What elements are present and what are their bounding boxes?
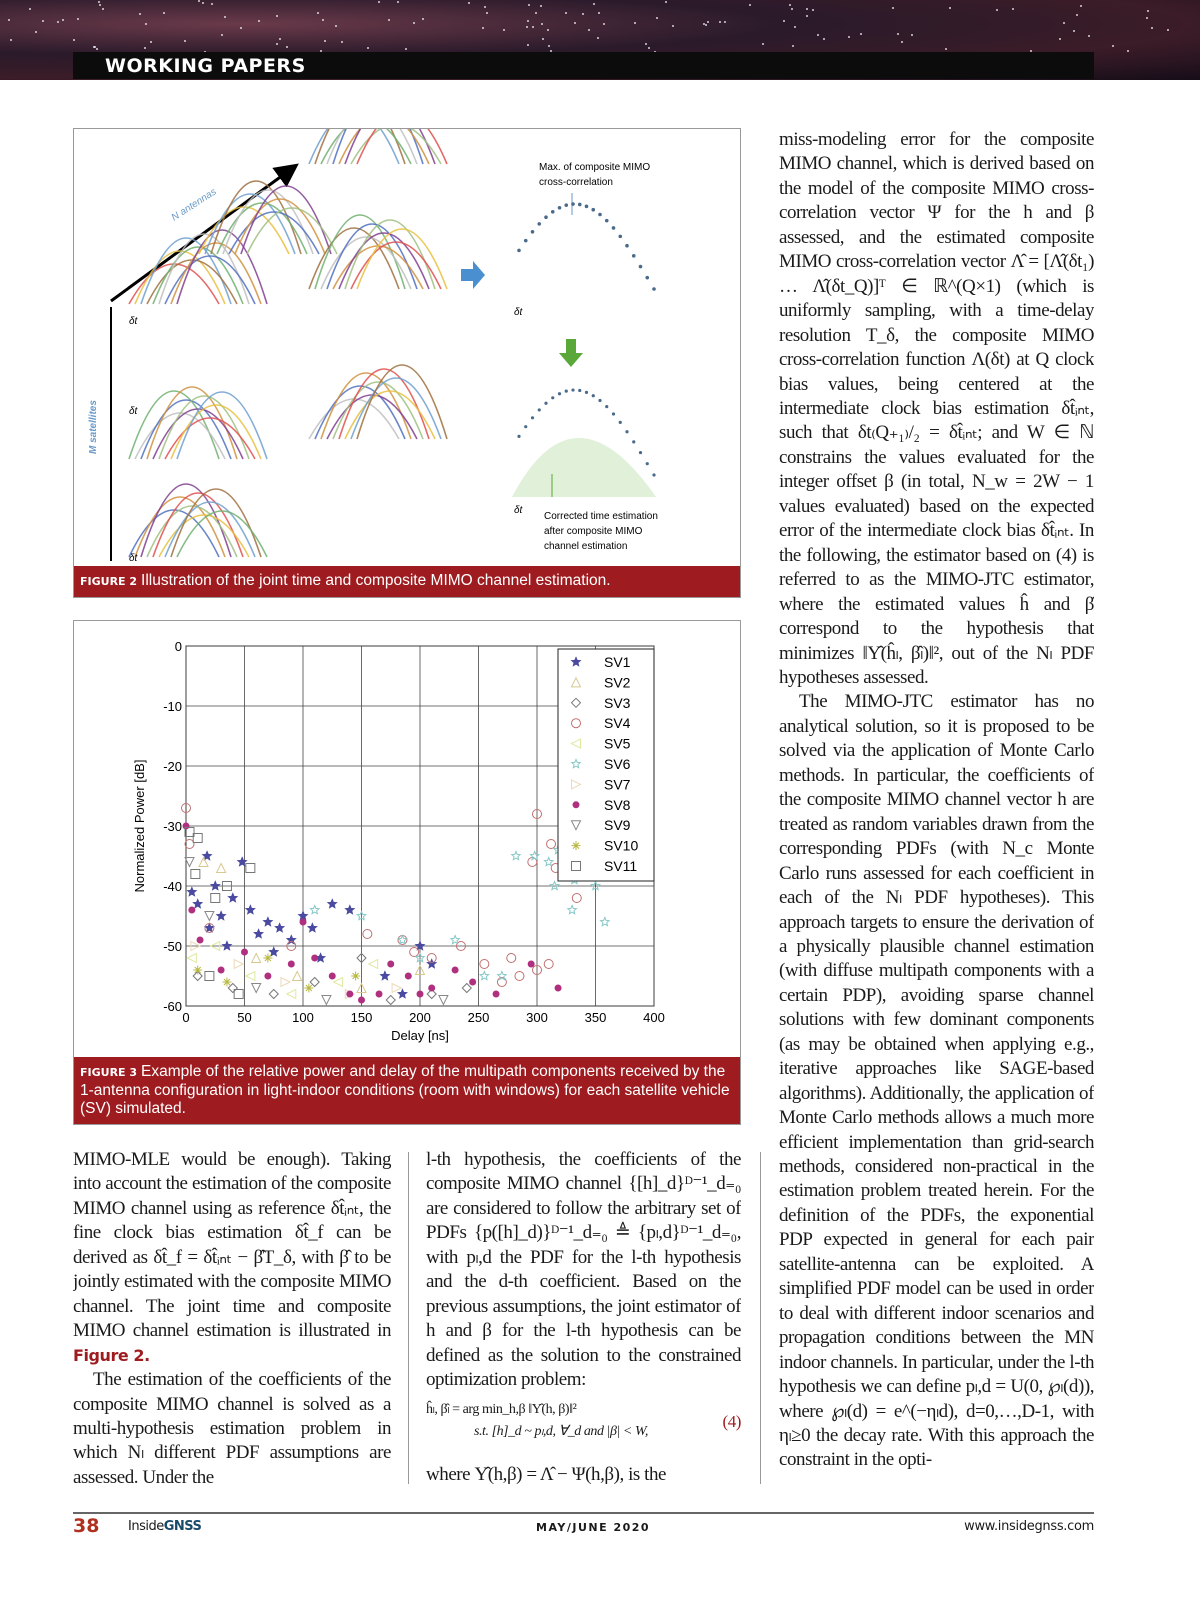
correlation-sample <box>639 265 643 269</box>
scatter-chart <box>74 621 740 1061</box>
correlation-sample <box>598 399 601 402</box>
equation-line: ĥₗ, β̂ₗ = arg min_h,β ‖Υ̂(h, β)‖² <box>426 1401 577 1417</box>
logo-text: GNSS <box>163 1519 202 1534</box>
star <box>527 20 529 22</box>
star <box>860 33 862 35</box>
paragraph: miss-modeling error for the composite MIMO channel, which is derived based on the model of the composite MIMO cross-correlation vector Ψ for the h and β assessed, and the estimated composite MIMO cross-correlation vector Λ̂ = [Λ̂(δt₁) … Λ̂(δt_Q)]ᵀ ∈ ℝ^(Q×1) (which is uniformly sampling, with a time-delay resolution T_δ, the composite MIMO cross-correlation function Λ(δt) at Q clock bias values, being centered at the intermediate clock bias estimation δt̂ᵢₙₜ, such that δt₍Q₊₁₎/₂ = δt̂ᵢₙₜ; and W ∈ ℕ constrains the values evaluated for the integer offset β (in total, N_w = 2W − 1 values evaluated) based on the expected error of the intermediate clock bias δt̂ᵢₙₜ. In the following, the estimator based on (4) is referred to as the MIMO-JTC estimator, where the estimated values ĥ and β̂ correspond to the hypothesis that minimizes ‖Υ̂(ĥₗ, β̂ₗ)‖², out of the Nₗ PDF hypotheses assessed. <box>779 129 1094 688</box>
data-point <box>311 955 318 962</box>
correlation-sample <box>591 208 595 212</box>
star <box>258 20 260 22</box>
equation-line: s.t. [h]_d ~ pₗ,d, ∀_d and |β| < W, <box>474 1423 648 1439</box>
correlation-sample <box>551 396 554 399</box>
star <box>762 43 764 45</box>
star <box>603 23 605 25</box>
star <box>996 9 998 11</box>
star <box>848 36 850 38</box>
text-column-right <box>779 128 1094 1490</box>
star <box>405 48 407 50</box>
star <box>35 31 37 33</box>
paragraph: l-th hypothesis, the coefficients of the composite MIMO channel {[h]_d}ᴰ⁻¹_d₌₀ are considered to follow the arbitrary set of PDFs {p([h]_d)}ᴰ⁻¹_d₌₀ ≜ {pₗ,d}ᴰ⁻¹_d₌₀, with pₗ,d the PDF for the l-th hypothesis and the d-th coefficient. Based on the previous assumptions, the joint estimator of h and β for the l-th hypothesis can be defined as the solution to the constrained optimization problem: <box>426 1149 741 1391</box>
star <box>486 12 488 14</box>
data-point <box>183 823 190 830</box>
data-point <box>358 997 365 1004</box>
paragraph-text: MIMO-MLE would be enough). Taking into account the estimation of the composite MIMO channel using as reference δt̂ᵢₙₜ, the fine clock bias estimation δt̂_f can be derived as δt̂_f = δt̂ᵢₙₜ − β̂T_δ, with β̂ to be jointly estimated with the composite MIMO channel. The joint time and composite MIMO channel estimation is illustrated in <box>73 1149 391 1342</box>
max-label: Max. of composite MIMO <box>539 162 651 173</box>
star <box>949 7 951 9</box>
star <box>565 12 567 14</box>
star <box>388 19 390 21</box>
star <box>789 4 791 6</box>
data-point <box>241 949 248 956</box>
data-point <box>197 937 204 944</box>
text-column-middle <box>426 1148 741 1488</box>
correlation-sample <box>571 388 574 391</box>
star <box>144 47 146 49</box>
correlation-sample <box>598 213 602 217</box>
star <box>93 46 95 48</box>
correlation-sample <box>565 390 568 393</box>
star <box>1080 5 1082 7</box>
legend-label: SV10 <box>604 837 639 854</box>
star <box>139 13 141 15</box>
legend-label: SV6 <box>604 756 631 772</box>
correlation-sample <box>578 203 582 207</box>
star <box>806 15 808 17</box>
star <box>8 19 10 21</box>
delta-t-label: δt <box>129 316 138 327</box>
correlation-sample <box>544 402 547 405</box>
page-number: 38 <box>73 1515 100 1537</box>
star <box>29 8 31 10</box>
star <box>341 41 343 43</box>
star <box>707 21 709 23</box>
equation-4 <box>426 1393 741 1463</box>
y-tick-label: 0 <box>174 639 182 654</box>
star <box>279 38 281 40</box>
correlation-sample <box>585 205 589 209</box>
star <box>73 39 75 41</box>
star <box>96 48 98 50</box>
data-point <box>329 973 336 980</box>
correlation-sample <box>625 244 629 248</box>
star <box>1127 50 1129 52</box>
star <box>532 26 534 28</box>
y-tick-label: -40 <box>163 879 182 894</box>
figure-2 <box>73 128 741 598</box>
paragraph: The MIMO-JTC estimator has no analytical solution, so it is proposed to be solved via the application of Monte Carlo methods. In particular, the coefficients of the composite MIMO channel vector h are treated as random variables drawn from the corresponding PDFs (with N_c Monte Carlo runs assessed for each coefficient in each of the Nₗ PDF hypotheses). This approach targets to ensure the derivation of a physically plausible channel estimation (with diffuse multipath components with a certain PDP), avoiding sparse channel solutions with few dominant components (as may be obtained when applying e.g., iterative approaches like SAGE-based algorithms). Additionally, the application of Monte Carlo methods allows a much more efficient implementation than grid-search methods, considered non-practical in the estimation problem treated herein. For the definition of the PDFs, the exponential PDP expected in general for each pair satellite-antenna can be exploited. A simplified PDF model can be used in order to deal with different indoor scenarios and propagation conditions between the MN indoor channels. In particular, under the l-th hypothesis we can define pₗ,d = U(0, ℘ₗ(d)), where ℘ₗ(d) = e^(−ηₗd), d=0,…,D-1, with ηₗ≥0 the decay rate. With this approach the constraint in the opti- <box>779 691 1094 1471</box>
star <box>503 29 505 31</box>
legend-label: SV4 <box>604 715 631 732</box>
correlation-sample <box>585 391 588 394</box>
x-tick-label: 0 <box>182 1010 190 1025</box>
star <box>98 1 100 3</box>
logo-text: Inside <box>128 1519 164 1534</box>
star <box>42 20 44 22</box>
correlation-sample <box>612 412 615 415</box>
data-point <box>288 961 295 968</box>
data-point <box>493 991 500 998</box>
delta-t-label: δt <box>129 406 138 417</box>
star <box>367 47 369 49</box>
star <box>527 44 529 46</box>
star <box>317 12 319 14</box>
section-header: WORKING PAPERS <box>73 52 1094 79</box>
correlation-sample <box>571 202 575 206</box>
star <box>163 12 165 14</box>
x-tick-label: 100 <box>292 1010 314 1025</box>
y-tick-label: -30 <box>163 819 182 834</box>
star <box>1112 45 1114 47</box>
correlation-sample <box>517 435 520 438</box>
star <box>224 16 226 18</box>
star <box>1146 17 1148 19</box>
data-point <box>387 961 394 968</box>
star <box>184 40 186 42</box>
data-point <box>555 985 562 992</box>
correlation-sample <box>592 394 595 397</box>
correlation-sample <box>538 408 541 411</box>
antennas-label: N antennas <box>169 186 219 224</box>
column-divider <box>760 1152 761 1484</box>
star <box>322 19 324 21</box>
star <box>335 25 337 27</box>
star <box>892 7 894 9</box>
star <box>705 24 707 26</box>
y-tick-label: -60 <box>163 999 182 1014</box>
down-arrow-icon <box>559 339 583 367</box>
star <box>634 22 636 24</box>
right-arrow-icon <box>461 261 485 289</box>
equation-number: (4) <box>722 1411 741 1431</box>
dot-marker-icon <box>573 801 580 808</box>
x-tick-label: 400 <box>643 1010 665 1025</box>
legend-label: SV1 <box>604 654 631 670</box>
star <box>574 22 576 24</box>
star <box>378 1 380 3</box>
correlation-sample <box>578 389 581 392</box>
data-point <box>264 973 271 980</box>
star <box>276 43 278 45</box>
star <box>648 47 650 49</box>
correlation-sample <box>632 440 635 443</box>
column-divider <box>408 1152 409 1484</box>
star <box>542 38 544 40</box>
star <box>1147 10 1149 12</box>
x-tick-label: 200 <box>409 1010 431 1025</box>
delta-t-label: δt <box>129 553 138 564</box>
correlation-sample <box>632 254 636 258</box>
corrected-label: channel estimation <box>544 541 628 552</box>
star <box>897 33 899 35</box>
star <box>535 12 537 14</box>
star <box>240 27 242 29</box>
correlation-sample <box>551 210 555 214</box>
star <box>276 15 278 17</box>
star <box>221 34 223 36</box>
star <box>422 18 424 20</box>
y-tick-label: -10 <box>163 699 182 714</box>
correlation-sample <box>618 235 622 239</box>
star <box>582 13 584 15</box>
star <box>812 9 814 11</box>
x-tick-label: 300 <box>526 1010 548 1025</box>
star <box>99 4 101 6</box>
delta-t-label: δt <box>514 505 523 516</box>
star <box>484 6 486 8</box>
correlation-sample <box>605 219 609 223</box>
star <box>541 23 543 25</box>
caption-text: Example of the relative power and delay of the multipath components received by the 1-antenna configuration in light-indoor conditions (room with windows) for each satellite vehicle (SV) simulated. <box>80 1063 730 1117</box>
star <box>806 8 808 10</box>
y-tick-label: -20 <box>163 759 182 774</box>
star <box>597 37 599 39</box>
star <box>145 23 147 25</box>
data-point <box>300 919 307 926</box>
figure-3 <box>73 620 741 1125</box>
data-point <box>346 991 353 998</box>
data-point <box>469 979 476 986</box>
correlation-sample <box>652 473 655 476</box>
star <box>783 20 785 22</box>
star <box>526 26 528 28</box>
correlation-sample <box>558 392 561 395</box>
star <box>945 48 947 50</box>
star <box>286 46 288 48</box>
star <box>665 1 667 3</box>
legend-label: SV5 <box>604 735 631 752</box>
delta-t-label: δt <box>514 307 523 318</box>
correlation-sample <box>531 416 534 419</box>
star <box>324 40 326 42</box>
data-point <box>405 973 412 980</box>
y-axis-label: Normalized Power [dB] <box>132 759 147 893</box>
star <box>645 43 647 45</box>
star <box>598 12 600 14</box>
x-tick-label: 350 <box>584 1010 607 1025</box>
star <box>397 1 399 3</box>
correlation-sample <box>605 405 608 408</box>
correlation-sample <box>524 425 527 428</box>
star <box>792 45 794 47</box>
star <box>1073 30 1075 32</box>
figure-2-link[interactable]: Figure 2. <box>73 1345 150 1365</box>
paragraph: where Υ̂(h,β) = Λ̂ − Ψ(h,β), is the <box>426 1463 666 1485</box>
star <box>57 21 59 23</box>
star <box>719 21 721 23</box>
star <box>656 17 658 19</box>
star <box>593 3 595 5</box>
correlation-sample <box>619 421 622 424</box>
legend-label: SV9 <box>604 817 631 834</box>
star <box>1167 29 1169 31</box>
star <box>102 8 104 10</box>
satellites-label: M satellites <box>88 400 99 454</box>
website-link[interactable]: www.insidegnss.com <box>964 1519 1094 1534</box>
star <box>749 4 751 6</box>
star <box>911 34 913 36</box>
star <box>901 41 903 43</box>
star <box>211 3 213 5</box>
star <box>77 18 79 20</box>
star <box>202 2 204 4</box>
star <box>672 25 674 27</box>
figure-2-illustration <box>74 129 740 567</box>
star <box>198 0 200 2</box>
text-column-left <box>73 1148 391 1488</box>
correlation-sample <box>517 249 521 253</box>
star <box>1088 35 1090 37</box>
figure-label: FIGURE 3 <box>80 1066 138 1079</box>
x-tick-label: 150 <box>350 1010 373 1025</box>
correlation-sample <box>531 230 535 234</box>
correlation-sample <box>625 430 628 433</box>
correlation-sample <box>645 276 649 280</box>
star <box>791 8 793 10</box>
correlation-sample <box>537 222 541 226</box>
star <box>540 5 542 7</box>
correlation-sample <box>524 239 528 243</box>
caption-text: Illustration of the joint time and composite MIMO channel estimation. <box>141 572 611 589</box>
x-axis-label: Delay [ns] <box>391 1028 449 1043</box>
star <box>10 39 12 41</box>
star <box>528 4 530 6</box>
star <box>588 29 590 31</box>
correlation-sample <box>639 451 642 454</box>
channel-estimate-area <box>512 438 656 497</box>
data-point <box>428 985 435 992</box>
legend-label: SV7 <box>604 776 631 793</box>
figure-2-caption <box>74 566 740 597</box>
star <box>823 38 825 40</box>
correlation-sample <box>652 287 656 291</box>
correlation-sample <box>612 226 616 230</box>
star <box>1059 38 1061 40</box>
corrected-label: after composite MIMO <box>544 526 643 537</box>
paragraph: The estimation of the coefficients of the composite MIMO channel is solved as a multi-hypothesis estimation problem in which Nₗ different PDF assumptions are assessed. Under the <box>73 1369 391 1488</box>
star <box>548 45 550 47</box>
star <box>817 34 819 36</box>
star <box>1063 22 1065 24</box>
data-point <box>528 961 535 968</box>
star <box>1076 14 1078 16</box>
legend-label: SV3 <box>604 694 631 711</box>
footer-rule <box>73 1512 1094 1514</box>
legend-label: SV11 <box>604 858 638 874</box>
correlation-sample <box>646 462 649 465</box>
max-label: cross-correlation <box>539 177 613 188</box>
data-point <box>218 967 225 974</box>
data-point <box>188 907 195 914</box>
legend-label: SV2 <box>604 674 631 691</box>
x-tick-label: 250 <box>467 1010 490 1025</box>
publication-logo <box>128 1519 201 1534</box>
figure-3-caption <box>74 1057 740 1124</box>
star <box>468 2 470 4</box>
star <box>794 26 796 28</box>
figure-label: FIGURE 2 <box>80 575 138 588</box>
y-tick-label: -50 <box>163 939 182 954</box>
star <box>413 22 415 24</box>
star <box>724 21 726 23</box>
legend-label: SV8 <box>604 796 631 813</box>
issue-date: MAY/JUNE 2020 <box>536 1521 651 1534</box>
star <box>482 27 484 29</box>
correlation-sample <box>558 206 562 210</box>
star <box>1012 8 1014 10</box>
correlation-sample <box>544 215 548 219</box>
data-point <box>452 967 459 974</box>
star <box>62 19 64 21</box>
data-point <box>417 991 424 998</box>
corrected-label: Corrected time estimation <box>544 511 658 522</box>
star <box>547 29 549 31</box>
correlation-sample <box>564 203 568 207</box>
star <box>1151 27 1153 29</box>
data-point <box>376 991 383 998</box>
x-tick-label: 50 <box>237 1010 252 1025</box>
star <box>150 41 152 43</box>
paragraph <box>73 1148 391 1368</box>
